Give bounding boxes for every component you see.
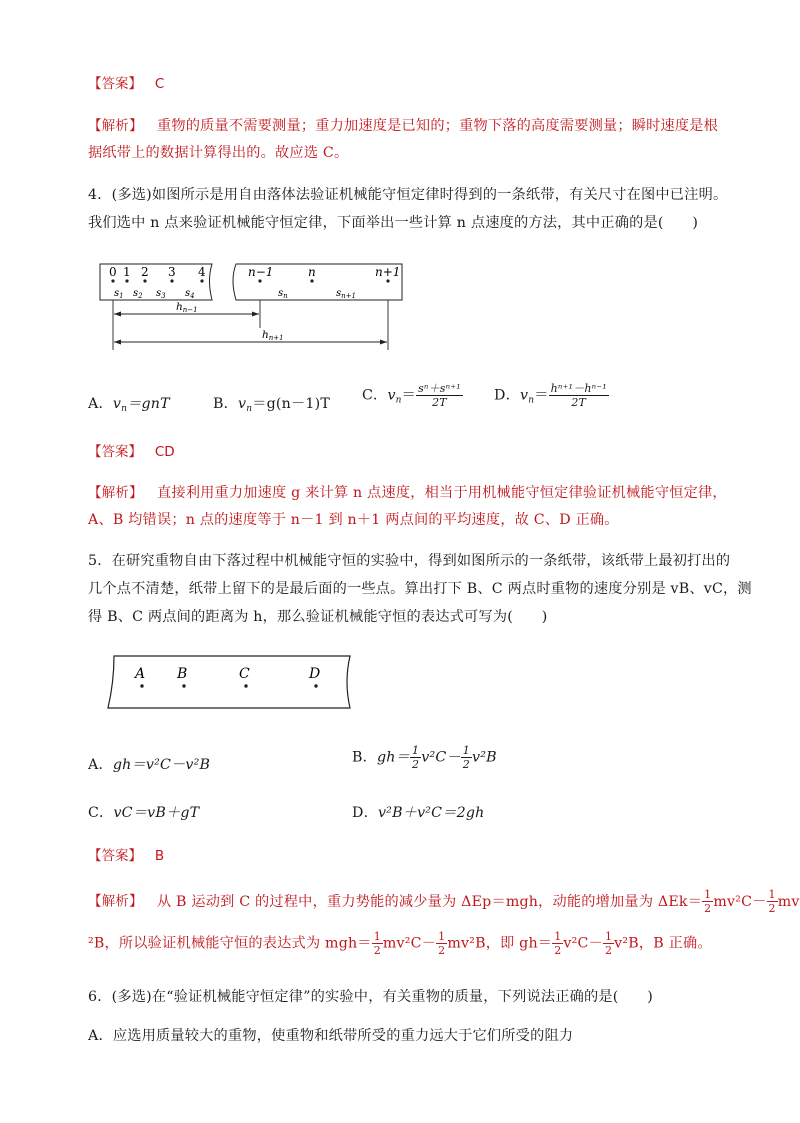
point-label: n: [308, 265, 316, 279]
analysis-line: 【解析】 直接利用重力加速度 g 来计算 n 点速度，相当于用机械能守恒定律验证机械能守恒定律，: [88, 485, 727, 501]
answer-value: CD: [154, 444, 175, 460]
point-label: 0: [109, 265, 117, 279]
analysis-line: 【解析】 重物的质量不需要测量；重力加速度是已知的；重物下落的高度需要测量；瞬时速度是根: [88, 118, 719, 134]
analysis-line: 【解析】 从 B 运动到 C 的过程中，重力势能的减少量为 ΔEp＝mgh，动能的增加量为 ΔEk＝ $\frac{1}{2}$ mv²C－ $\frac{1}{2}$ mv: [88, 888, 800, 915]
question-stem: 5．在研究重物自由下落过程中机械能守恒的实验中，得到如图所示的一条纸带，该纸带上最初打出的: [88, 553, 731, 569]
answer-value: B: [154, 848, 165, 864]
dot-a: [140, 684, 143, 687]
dot-c: [244, 684, 247, 687]
option-d: D．v²B＋v²C＝2gh: [352, 805, 485, 821]
option-a: A．gh＝v²C－v²B: [88, 757, 211, 773]
question-stem: 4．(多选)如图所示是用自由落体法验证机械能守恒定律时得到的一条纸带，有关尺寸在图中已注明。: [88, 187, 728, 203]
option-c: C．$v_n=$ $\frac{\text{sⁿ＋sⁿ⁺¹}}{2T}$: [362, 382, 461, 409]
h-label: hn+1: [262, 329, 284, 342]
dot-3: [170, 279, 173, 282]
option-a: A．$v_n=gnT$: [88, 396, 170, 414]
analysis-label: 【解析】: [88, 893, 143, 910]
option-d: D．$v_n=$ $\frac{\text{hⁿ⁺¹－hⁿ⁻¹}}{2T}$: [494, 382, 607, 409]
analysis-line: ²B，所以验证机械能守恒的表达式为 mgh＝ $\frac{1}{2}$ mv²C－ $\frac{1}{2}$ mv²B，即 gh＝ $\frac{1}{2}$ v²C－ $\frac{1}{2}$ v²B，B 正确。: [88, 930, 712, 957]
point-label: 1: [123, 265, 131, 279]
point-label: n−1: [248, 265, 274, 279]
point-label: D: [309, 666, 321, 682]
question-stem: 几个点不清楚，纸带上留下的是最后面的一些点。算出打下 B、C 两点时重物的速度分别是 vB、vC，测: [88, 581, 752, 597]
analysis-label: 【解析】: [88, 118, 143, 134]
analysis-label: 【解析】: [88, 485, 143, 501]
h-label: hn−1: [176, 301, 198, 314]
dot-0: [111, 279, 114, 282]
dot-2: [143, 279, 146, 282]
point-label: A: [135, 666, 146, 682]
answer-value: C: [154, 76, 165, 92]
dot-4: [200, 279, 203, 282]
dot-1: [125, 279, 128, 282]
point-label: 2: [141, 265, 149, 279]
point-label: B: [177, 666, 188, 682]
question-stem: 我们选中 n 点来验证机械能守恒定律，下面举出一些计算 n 点速度的方法，其中正确的是( ): [88, 215, 699, 231]
point-label: 3: [168, 265, 176, 279]
option-c: C．vC＝vB＋gT: [88, 805, 200, 821]
analysis-line: 据纸带上的数据计算得出的。故应选 C。: [88, 145, 349, 161]
segment-label: $s_2$: [133, 288, 143, 300]
point-label: 4: [198, 265, 206, 279]
dot-n-minus-1: [258, 279, 261, 282]
paper-tape-figure-abcd: [104, 652, 356, 714]
answer-label: 【答案】 B: [88, 848, 165, 864]
option-a: A．应选用质量较大的重物，使重物和纸带所受的重力远大于它们所受的阻力: [88, 1028, 574, 1044]
dot-n-plus-1: [386, 279, 389, 282]
point-label: n+1: [375, 265, 401, 279]
option-b: B．gh＝ $\frac{1}{2}$ v²C－ $\frac{1}{2}$ v²B: [352, 744, 497, 771]
segment-label: $s_n$: [278, 288, 288, 300]
paper-tape-figure: [96, 258, 426, 358]
answer-label: 【答案】 CD: [88, 444, 175, 460]
tape: [108, 656, 350, 708]
option-b: B．$v_n=g(n-1)T$: [213, 396, 330, 414]
point-label: C: [239, 666, 250, 682]
dot-n: [310, 279, 313, 282]
dot-d: [314, 684, 317, 687]
segment-label: $s_3$: [156, 288, 166, 300]
segment-label: $s_1$: [114, 288, 124, 300]
segment-label: $s_4$: [185, 288, 195, 300]
question-stem: 6．(多选)在“验证机械能守恒定律”的实验中，有关重物的质量，下列说法正确的是( ): [88, 989, 654, 1005]
segment-label: $s_{n+1}$: [336, 288, 356, 300]
dot-b: [182, 684, 185, 687]
answer-label: 【答案】 C: [88, 76, 165, 92]
analysis-line: A、B 均错误；n 点的速度等于 n－1 到 n＋1 两点间的平均速度，故 C、D 正确。: [88, 512, 619, 528]
question-stem: 得 B、C 两点间的距离为 h，那么验证机械能守恒的表达式可写为( ): [88, 609, 548, 625]
